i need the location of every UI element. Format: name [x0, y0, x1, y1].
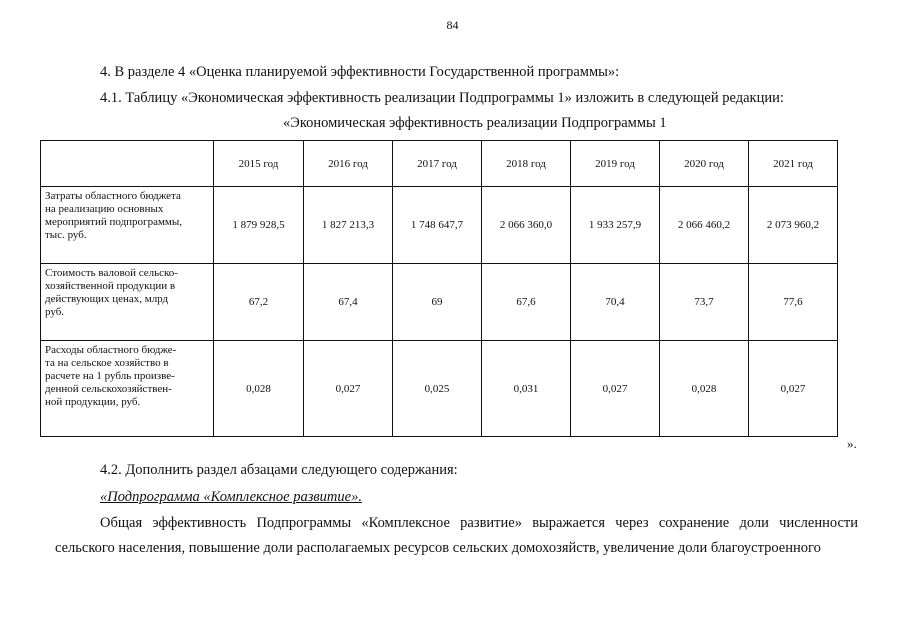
paragraph-item-4-2: 4.2. Дополнить раздел абзацами следующего содержания: — [100, 462, 458, 478]
column-header: 2019 год — [571, 141, 660, 187]
table-cell: 0,028 — [660, 341, 749, 437]
table-cell: 70,4 — [571, 264, 660, 341]
row-label-line: мероприятий подпрограммы, — [45, 216, 183, 228]
table-row — [41, 341, 838, 437]
row-label-line: Стоимость валовой сельско- — [45, 267, 178, 279]
column-header: 2015 год — [214, 141, 304, 187]
page-number: 84 — [446, 18, 459, 32]
column-header: 2020 год — [660, 141, 749, 187]
row-label-line: ной продукции, руб. — [45, 396, 141, 408]
column-header: 2021 год — [749, 141, 838, 187]
column-header: 2017 год — [393, 141, 482, 187]
closing-quote-mark: ». — [847, 436, 857, 451]
row-label-line: Расходы областного бюдже- — [45, 344, 177, 356]
table-cell: 2 066 460,2 — [660, 187, 749, 264]
table-cell: 0,027 — [571, 341, 660, 437]
table-cell: 67,4 — [304, 264, 393, 341]
column-header: 2018 год — [482, 141, 571, 187]
column-header: 2016 год — [304, 141, 393, 187]
table-cell: 1 933 257,9 — [571, 187, 660, 264]
row-label — [41, 187, 214, 264]
table-cell: 73,7 — [660, 264, 749, 341]
table-cell: 0,028 — [214, 341, 304, 437]
paragraph-section-4: 4. В разделе 4 «Оценка планируемой эффективности Государственной программы»: — [100, 64, 620, 80]
row-label-line: действующих ценах, млрд — [45, 293, 169, 305]
efficiency-table — [40, 140, 838, 437]
table-cell: 67,2 — [214, 264, 304, 341]
table-cell: 0,027 — [304, 341, 393, 437]
paragraph-efficiency-line-2: сельского населения, повышение доли располагаемых ресурсов сельских домохозяйств, увеличение доли благоустроенного — [55, 540, 821, 556]
table-cell: 0,031 — [482, 341, 571, 437]
row-label-line: хозяйственной продукции в — [45, 280, 176, 292]
row-label — [41, 264, 214, 341]
table-cell: 2 073 960,2 — [749, 187, 838, 264]
row-label-line: руб. — [45, 306, 65, 318]
row-label-line: денной сельскохозяйствен- — [45, 383, 172, 395]
table-cell: 69 — [393, 264, 482, 341]
table-cell: 1 827 213,3 — [304, 187, 393, 264]
row-label — [41, 341, 214, 437]
row-label-line: расчете на 1 рубль произве- — [45, 370, 175, 382]
row-label-line: Затраты областного бюджета — [45, 190, 181, 202]
paragraph-item-4-1: 4.1. Таблицу «Экономическая эффективность реализации Подпрограммы 1» изложить в следующей редакции: — [100, 90, 784, 106]
table-cell: 0,027 — [749, 341, 838, 437]
table-cell: 77,6 — [749, 264, 838, 341]
table-header-row — [41, 141, 838, 187]
row-label-line: та на сельское хозяйство в — [45, 357, 169, 369]
table-corner-cell — [41, 141, 214, 187]
table-row — [41, 187, 838, 264]
table-cell: 1 748 647,7 — [393, 187, 482, 264]
table-cell: 0,025 — [393, 341, 482, 437]
table-cell: 2 066 360,0 — [482, 187, 571, 264]
subprogram-heading: «Подпрограмма «Комплексное развитие». — [100, 489, 362, 505]
row-label-line: на реализацию основных — [45, 203, 164, 215]
table-row — [41, 264, 838, 341]
row-label-line: тыс. руб. — [45, 229, 87, 241]
table-title: «Экономическая эффективность реализации Подпрограммы 1 — [283, 115, 667, 131]
paragraph-efficiency-line-1: Общая эффективность Подпрограммы «Комплексное развитие» выражается через сохранение доли численности — [100, 515, 858, 531]
table-cell: 67,6 — [482, 264, 571, 341]
table-cell: 1 879 928,5 — [214, 187, 304, 264]
